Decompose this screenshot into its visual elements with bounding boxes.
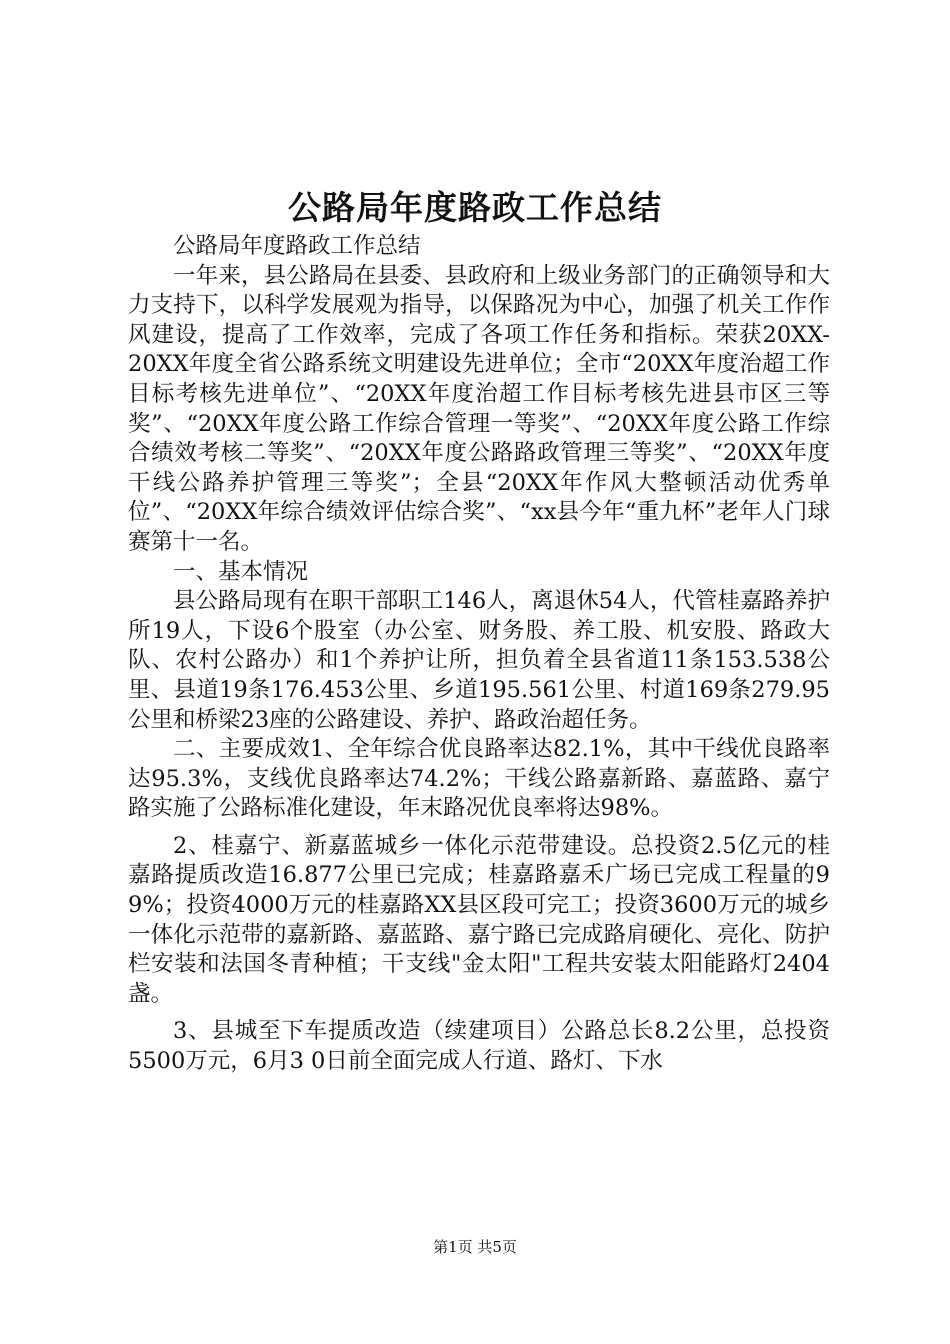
intro-paragraph: 一年来，县公路局在县委、县政府和上级业务部门的正确领导和大力支持下，以科学发展观为指导，以保路况为中心，加强了机关工作作风建设，提高了工作效率，完成了各项工作任务和指标。荣获20XX-20XX年度全省公路系统文明建设先进单位；全市“20XX年度治超工作目标考核先进单位”、“20XX年度治超工作目标考核先进县市区三等奖”、“20XX年度公路工作综合管理一等奖”、“20XX年度公路工作综合绩效考核二等奖”、“20XX年度公路路政管理三等奖”、“20XX年度干线公路养护管理三等奖”；全县“20XX年作风大整顿活动优秀单位”、“20XX年综合绩效评估综合奖”、“xx县今年“重九杯”老年人门球赛第十一名。 <box>128 262 830 555</box>
basic-situation-paragraph: 县公路局现有在职干部职工146人，离退休54人，代管桂嘉路养护所19人，下设6个股室（办公室、财务股、养工股、机安股、路政大队、农村公路办）和1个养护让所，担负着全县省道11条153.538公里、县道19条176.453公里、乡道195.561公里、村道169条279.95公里和桥梁23座的公路建设、养护、路政治超任务。 <box>128 588 830 733</box>
document-title: 公路局年度路政工作总结 <box>288 188 662 227</box>
upgrade-project-paragraph: 3、县城至下车提质改造（续建项目）公路总长8.2公里，总投资5500万元，6月3 0日前全面完成人行道、路灯、下水 <box>128 1018 830 1075</box>
demonstration-belt-paragraph: 2、桂嘉宁、新嘉蓝城乡一体化示范带建设。总投资2.5亿元的桂嘉路提质改造16.877公里已完成；桂嘉路嘉禾广场已完成工程量的9 9%；投资4000万元的桂嘉路XX县区段可完工；投资3600万元的城乡一体化示范带的嘉新路、嘉蓝路、嘉宁路已完成路肩硬化、亮化、防护栏安装和法国冬青种植；干支线"金太阳"工程共安装太阳能路灯2404盏。 <box>128 832 830 1007</box>
page-footer: 第1页 共5页 <box>433 1238 517 1256</box>
achievements-paragraph: 二、主要成效1、全年综合优良路率达82.1%，其中干线优良路率达95.3%，支线优良路率达74.2%；干线公路嘉新路、嘉蓝路、嘉宁路实施了公路标准化建设，年末路况优良率将达98%。 <box>128 736 830 822</box>
subtitle-paragraph: 公路局年度路政工作总结 <box>173 233 421 259</box>
section-heading-basic: 一、基本情况 <box>173 558 309 585</box>
document-body <box>128 232 830 1077</box>
